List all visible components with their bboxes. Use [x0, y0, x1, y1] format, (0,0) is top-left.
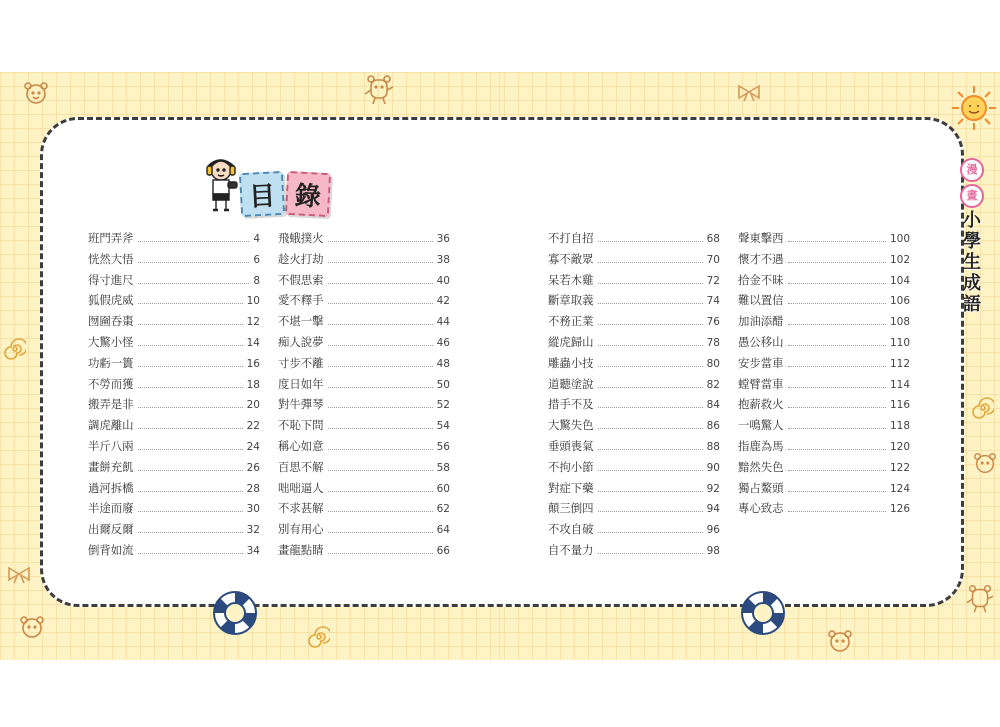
toc-entry-title: 班門弄斧	[88, 231, 134, 245]
toc-entry[interactable]	[738, 436, 910, 457]
toc-entry[interactable]	[548, 332, 720, 353]
toc-entry-title: 不堪一擊	[278, 314, 324, 329]
toc-entry-page: 52	[436, 399, 450, 412]
dot-leader	[788, 428, 886, 429]
toc-column-4	[738, 228, 910, 519]
book-title-char: 語	[963, 294, 981, 315]
dot-leader	[788, 470, 886, 471]
toc-entry[interactable]	[738, 332, 910, 353]
dot-leader	[328, 407, 433, 408]
toc-entry-page: 118	[889, 420, 910, 433]
toc-entry[interactable]	[88, 540, 260, 561]
toc-entry-page: 8	[253, 274, 260, 287]
toc-entry-page: 58	[436, 461, 450, 474]
dot-leader	[598, 324, 703, 325]
toc-entry-title: 專心致志	[738, 501, 784, 516]
dot-leader	[328, 428, 433, 429]
dot-leader	[138, 449, 243, 450]
toc-entry[interactable]	[88, 353, 260, 374]
toc-entry-page: 6	[253, 253, 260, 266]
toc-entry[interactable]	[548, 394, 720, 415]
toc-entry-title: 畫龍點睛	[278, 542, 324, 557]
toc-entry[interactable]	[88, 374, 260, 395]
toc-entry-page: 100	[889, 233, 910, 245]
dot-leader	[138, 366, 243, 367]
dot-leader	[598, 387, 703, 388]
dot-leader	[598, 428, 703, 429]
toc-entry-page: 92	[706, 482, 720, 495]
dot-leader	[598, 511, 703, 512]
toc-entry-page: 42	[436, 295, 450, 308]
toc-entry-title: 螳臂當車	[738, 376, 784, 391]
toc-entry-page: 66	[436, 544, 450, 557]
toc-entry[interactable]	[278, 415, 450, 436]
toc-entry-page: 70	[706, 253, 720, 266]
toc-entry[interactable]	[88, 498, 260, 519]
toc-entry[interactable]	[738, 374, 910, 395]
book-title-bubble-man: 漫	[960, 158, 984, 182]
toc-entry-title: 不攻自破	[548, 522, 594, 537]
toc-entry-page: 116	[889, 399, 910, 412]
toc-entry-page: 10	[246, 295, 260, 308]
toc-entry-page: 50	[436, 378, 450, 391]
dot-leader	[138, 470, 243, 471]
toc-entry-title: 拾金不昧	[738, 272, 784, 287]
dot-leader	[138, 241, 250, 242]
toc-entry[interactable]	[548, 519, 720, 540]
dot-leader	[788, 387, 886, 388]
toc-entry-page: 14	[246, 336, 260, 349]
toc-entry-page: 86	[706, 420, 720, 433]
toc-entry-title: 稱心如意	[278, 438, 324, 453]
bear-doodle-icon	[362, 72, 396, 106]
dot-leader	[598, 553, 703, 554]
book-title-char: 成	[963, 273, 981, 294]
dot-leader	[598, 407, 703, 408]
toc-entry-title: 百思不解	[278, 459, 324, 474]
bear-doodle-icon	[826, 628, 854, 654]
toc-entry-page: 4	[253, 233, 260, 245]
toc-entry-title: 指鹿為馬	[738, 438, 784, 453]
dot-leader	[598, 491, 703, 492]
title-char-mu: 目	[239, 171, 285, 217]
toc-entry-page: 106	[889, 295, 910, 308]
toc-entry-page: 20	[246, 399, 260, 412]
toc-entry-page: 90	[706, 461, 720, 474]
toc-entry-title: 聲東擊西	[738, 231, 784, 245]
toc-entry[interactable]	[738, 311, 910, 332]
toc-entry-page: 30	[246, 503, 260, 516]
toc-entry-title: 度日如年	[278, 376, 324, 391]
dot-leader	[138, 283, 250, 284]
toc-entry-page: 68	[706, 233, 720, 245]
toc-entry[interactable]	[548, 249, 720, 270]
toc-entry-page: 56	[436, 440, 450, 453]
toc-entry-title: 雕蟲小技	[548, 355, 594, 370]
toc-entry[interactable]	[278, 498, 450, 519]
toc-entry-title: 愛不釋手	[278, 293, 324, 308]
dot-leader	[328, 345, 433, 346]
toc-entry-title: 加油添醋	[738, 314, 784, 329]
toc-entry-page: 72	[706, 274, 720, 287]
title-char-lu: 錄	[285, 171, 331, 217]
toc-entry-page: 104	[889, 274, 910, 287]
dot-leader	[598, 262, 703, 263]
toc-entry-page: 74	[706, 295, 720, 308]
toc-entry-title: 過河拆橋	[88, 480, 134, 495]
bear-doodle-icon	[972, 450, 998, 476]
toc-entry[interactable]	[548, 270, 720, 291]
bow-doodle-icon	[736, 84, 762, 102]
dot-leader	[138, 324, 243, 325]
toc-entry-title: 一鳴驚人	[738, 418, 784, 433]
toc-entry-title: 難以置信	[738, 293, 784, 308]
toc-entry-page: 54	[436, 420, 450, 433]
toc-entry-title: 道聽塗說	[548, 376, 594, 391]
toc-entry[interactable]	[548, 457, 720, 478]
dot-leader	[138, 428, 243, 429]
toc-entry-title: 咄咄逼人	[278, 480, 324, 495]
toc-entry-page: 16	[246, 357, 260, 370]
toc-entry[interactable]	[88, 290, 260, 311]
dot-leader	[138, 553, 243, 554]
toc-entry[interactable]	[738, 228, 910, 249]
bear-doodle-icon	[18, 614, 46, 640]
toc-entry[interactable]	[738, 270, 910, 291]
dot-leader	[788, 303, 886, 304]
toc-entry[interactable]	[278, 353, 450, 374]
toc-entry-page: 44	[436, 316, 450, 329]
toc-entry-title: 不勞而獲	[88, 376, 134, 391]
toc-entry-title: 不拘小節	[548, 459, 594, 474]
dot-leader	[328, 366, 433, 367]
toc-entry-page: 62	[436, 503, 450, 516]
toc-entry[interactable]	[738, 478, 910, 499]
toc-entry[interactable]	[278, 290, 450, 311]
book-title-char: 學	[963, 231, 981, 252]
dot-leader	[138, 511, 243, 512]
toc-entry-page: 84	[706, 399, 720, 412]
toc-entry-page: 114	[889, 378, 910, 391]
dot-leader	[328, 324, 433, 325]
toc-entry-page: 60	[436, 482, 450, 495]
dot-leader	[138, 262, 250, 263]
dot-leader	[788, 366, 886, 367]
toc-entry[interactable]	[278, 436, 450, 457]
dot-leader	[328, 387, 433, 388]
toc-entry[interactable]	[548, 290, 720, 311]
dot-leader	[328, 491, 433, 492]
spiral-doodle-icon	[972, 397, 994, 419]
dot-leader	[328, 553, 433, 554]
toc-entry-page: 18	[246, 378, 260, 391]
book-title-char: 生	[963, 252, 981, 273]
toc-entry[interactable]	[278, 478, 450, 499]
dot-leader	[788, 283, 886, 284]
toc-entry[interactable]	[278, 519, 450, 540]
toc-entry-page: 96	[706, 524, 720, 537]
dot-leader	[328, 470, 433, 471]
dot-leader	[598, 345, 703, 346]
toc-entry[interactable]	[278, 228, 450, 249]
toc-entry[interactable]	[88, 394, 260, 415]
book-title-char: 小	[963, 210, 981, 231]
toc-entry-title: 獨占鰲頭	[738, 480, 784, 495]
toc-entry[interactable]	[738, 394, 910, 415]
toc-entry[interactable]	[88, 436, 260, 457]
toc-entry-title: 趁火打劫	[278, 251, 324, 266]
toc-entry-page: 76	[706, 316, 720, 329]
dot-leader	[788, 324, 886, 325]
sun-icon	[948, 82, 1000, 134]
toc-entry[interactable]	[738, 457, 910, 478]
toc-entry-page: 32	[246, 524, 260, 537]
dot-leader	[598, 366, 703, 367]
dot-leader	[328, 449, 433, 450]
dot-leader	[598, 241, 703, 242]
dot-leader	[788, 345, 886, 346]
toc-entry-title: 飛蛾撲火	[278, 231, 324, 245]
toc-entry-page: 120	[889, 440, 910, 453]
toc-entry-title: 安步當車	[738, 355, 784, 370]
toc-entry-title: 大驚失色	[548, 418, 594, 433]
toc-entry-title: 搬弄是非	[88, 397, 134, 412]
toc-entry[interactable]	[88, 249, 260, 270]
toc-entry-title: 不打自招	[548, 231, 594, 245]
toc-entry-title: 寸步不離	[278, 355, 324, 370]
toc-entry-title: 抱薪救火	[738, 397, 784, 412]
dot-leader	[138, 491, 243, 492]
toc-entry-title: 痴人說夢	[278, 334, 324, 349]
toc-entry-title: 半途而廢	[88, 501, 134, 516]
toc-entry-page: 36	[436, 233, 450, 245]
toc-entry-page: 88	[706, 440, 720, 453]
toc-entry-title: 自不量力	[548, 542, 594, 557]
toc-entry-title: 懷才不遇	[738, 251, 784, 266]
dot-leader	[598, 283, 703, 284]
toc-entry[interactable]	[278, 249, 450, 270]
toc-entry[interactable]	[278, 394, 450, 415]
boy-with-headphones-illustration	[200, 152, 242, 214]
toc-entry-page: 124	[889, 482, 910, 495]
toc-entry-title: 恍然大悟	[88, 251, 134, 266]
toc-entry-page: 110	[889, 336, 910, 349]
toc-entry-page: 34	[246, 544, 260, 557]
dot-leader	[788, 511, 886, 512]
toc-entry-title: 顛三倒四	[548, 501, 594, 516]
toc-entry-title: 愚公移山	[738, 334, 784, 349]
toc-column-2	[278, 228, 450, 561]
toc-entry-title: 大驚小怪	[88, 334, 134, 349]
dot-leader	[788, 262, 886, 263]
toc-column-3	[548, 228, 720, 561]
toc-entry-title: 調虎離山	[88, 418, 134, 433]
toc-entry-page: 94	[706, 503, 720, 516]
toc-entry-title: 畫餅充飢	[88, 459, 134, 474]
toc-entry[interactable]	[548, 540, 720, 561]
dot-leader	[788, 241, 886, 242]
dot-leader	[138, 387, 243, 388]
toc-entry-title: 出爾反爾	[88, 522, 134, 537]
toc-entry-page: 28	[246, 482, 260, 495]
spiral-doodle-icon	[4, 338, 26, 360]
toc-entry[interactable]	[548, 374, 720, 395]
toc-entry-title: 對症下藥	[548, 480, 594, 495]
toc-entry-title: 垂頭喪氣	[548, 438, 594, 453]
toc-entry-title: 囫圇吞棗	[88, 314, 134, 329]
toc-entry-page: 112	[889, 357, 910, 370]
toc-entry[interactable]	[88, 311, 260, 332]
toc-entry-page: 122	[889, 461, 910, 474]
toc-title	[200, 152, 340, 218]
dot-leader	[328, 241, 433, 242]
dot-leader	[598, 532, 703, 533]
dot-leader	[138, 345, 243, 346]
toc-entry-page: 22	[246, 420, 260, 433]
toc-entry[interactable]	[278, 374, 450, 395]
toc-entry[interactable]	[548, 415, 720, 436]
toc-entry-title: 不務正業	[548, 314, 594, 329]
dot-leader	[328, 283, 433, 284]
dot-leader	[598, 470, 703, 471]
toc-entry-page: 80	[706, 357, 720, 370]
toc-entry[interactable]	[278, 270, 450, 291]
toc-entry[interactable]	[88, 415, 260, 436]
toc-entry-title: 對牛彈琴	[278, 397, 324, 412]
toc-entry-title: 半斤八兩	[88, 438, 134, 453]
dot-leader	[138, 303, 243, 304]
toc-entry[interactable]	[88, 228, 260, 249]
toc-entry-page: 64	[436, 524, 450, 537]
dot-leader	[138, 532, 243, 533]
toc-entry[interactable]	[278, 332, 450, 353]
toc-entry-page: 78	[706, 336, 720, 349]
toc-entry[interactable]	[738, 249, 910, 270]
toc-entry-title: 寡不敵眾	[548, 251, 594, 266]
toc-entry[interactable]	[278, 540, 450, 561]
book-title-bubble-hua: 畫	[960, 184, 984, 208]
life-ring-icon	[738, 588, 788, 638]
toc-entry-page: 48	[436, 357, 450, 370]
toc-entry-page: 24	[246, 440, 260, 453]
bow-doodle-icon	[6, 566, 32, 584]
toc-entry[interactable]	[548, 228, 720, 249]
toc-entry[interactable]	[548, 478, 720, 499]
toc-entry[interactable]	[738, 415, 910, 436]
toc-entry-page: 26	[246, 461, 260, 474]
toc-entry[interactable]	[278, 311, 450, 332]
toc-entry-page: 46	[436, 336, 450, 349]
toc-entry-page: 82	[706, 378, 720, 391]
toc-column-1	[88, 228, 260, 561]
toc-entry-title: 斷章取義	[548, 293, 594, 308]
dot-leader	[598, 303, 703, 304]
toc-entry-title: 不恥下問	[278, 418, 324, 433]
toc-entry[interactable]	[88, 270, 260, 291]
toc-entry-title: 縱虎歸山	[548, 334, 594, 349]
bear-doodle-icon	[964, 582, 996, 614]
toc-entry-title: 得寸進尺	[88, 272, 134, 287]
spiral-doodle-icon	[308, 626, 330, 648]
toc-entry[interactable]	[278, 457, 450, 478]
toc-entry-title: 不假思索	[278, 272, 324, 287]
toc-entry-title: 呆若木雞	[548, 272, 594, 287]
toc-entry[interactable]	[738, 290, 910, 311]
toc-entry-page: 98	[706, 544, 720, 557]
toc-entry[interactable]	[88, 478, 260, 499]
toc-entry-title: 狐假虎威	[88, 293, 134, 308]
dot-leader	[788, 407, 886, 408]
bear-doodle-icon	[22, 80, 50, 106]
toc-entry-title: 別有用心	[278, 522, 324, 537]
toc-entry-page: 12	[246, 316, 260, 329]
toc-entry[interactable]	[548, 498, 720, 519]
toc-entry[interactable]	[548, 436, 720, 457]
dot-leader	[328, 262, 433, 263]
toc-entry-page: 108	[889, 316, 910, 329]
book-title-vertical	[955, 158, 989, 315]
toc-entry[interactable]	[88, 332, 260, 353]
dot-leader	[788, 491, 886, 492]
toc-entry-title: 倒背如流	[88, 542, 134, 557]
life-ring-icon	[210, 588, 260, 638]
toc-entry-title: 措手不及	[548, 397, 594, 412]
dot-leader	[138, 407, 243, 408]
toc-entry[interactable]	[548, 311, 720, 332]
dot-leader	[328, 511, 433, 512]
toc-entry[interactable]	[88, 519, 260, 540]
toc-entry-page: 102	[889, 253, 910, 266]
toc-entry[interactable]	[738, 498, 910, 519]
toc-entry-page: 40	[436, 274, 450, 287]
dot-leader	[598, 449, 703, 450]
dot-leader	[788, 449, 886, 450]
dot-leader	[328, 532, 433, 533]
toc-entry[interactable]	[738, 353, 910, 374]
toc-entry-title: 不求甚解	[278, 501, 324, 516]
toc-entry[interactable]	[88, 457, 260, 478]
toc-entry-page: 38	[436, 253, 450, 266]
toc-entry-page: 126	[889, 503, 910, 516]
toc-entry-title: 功虧一簣	[88, 355, 134, 370]
dot-leader	[328, 303, 433, 304]
toc-entry[interactable]	[548, 353, 720, 374]
toc-entry-title: 黯然失色	[738, 459, 784, 474]
